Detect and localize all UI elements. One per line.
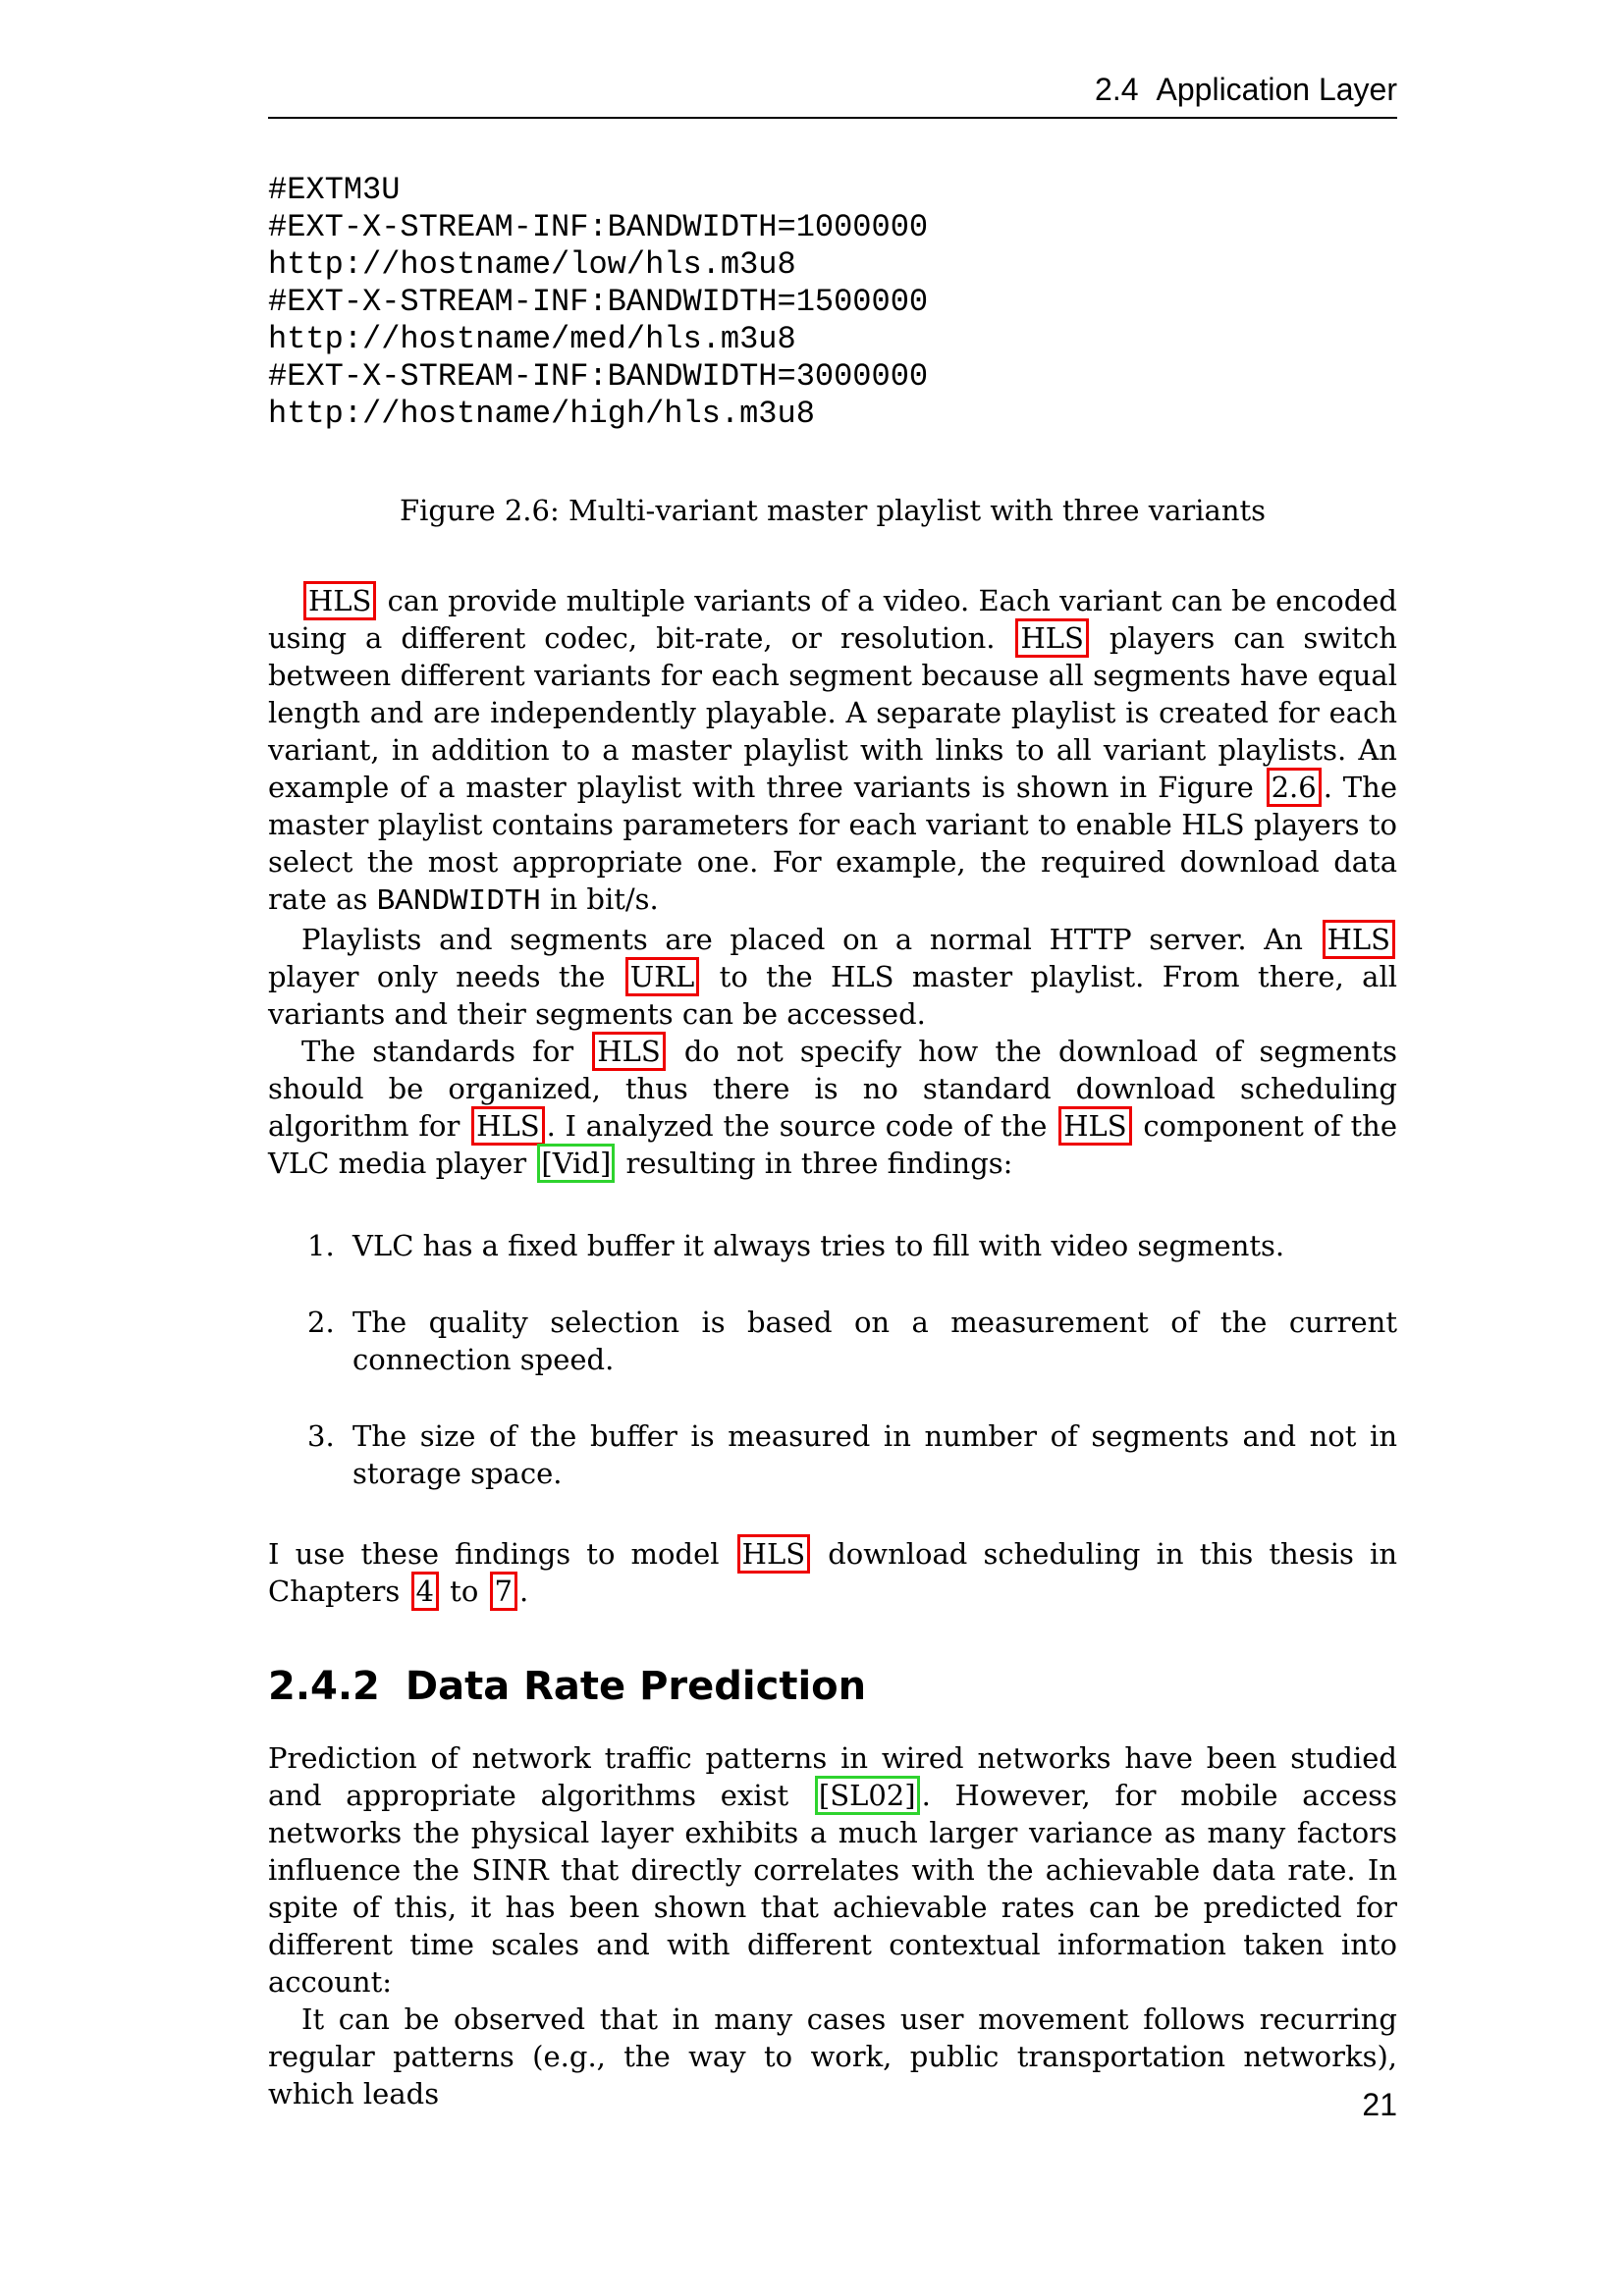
subsection-heading [268,1663,1397,1710]
link-hls[interactable]: HLS [592,1032,665,1071]
list-item-text: The size of the buffer is measured in number of segments and not in storage space. [352,1419,1397,1490]
list-item-number: 2. [307,1306,335,1339]
link-hls[interactable]: HLS [1058,1106,1131,1146]
list-item [268,1227,1397,1264]
page-number: 21 [1362,2087,1397,2122]
findings-list [268,1227,1397,1492]
running-header [268,0,1397,119]
list-item-text: VLC has a fixed buffer it always tries to fill with video segments. [352,1229,1285,1262]
code-bandwidth: BANDWIDTH [376,884,542,919]
code-line: #EXTM3U [268,172,401,208]
figure-caption: Figure 2.6: Multi-variant master playlist with three variants [399,494,1267,527]
list-item-number: 3. [307,1419,335,1453]
link-figure-2-6[interactable]: 2.6 [1267,768,1322,807]
code-line: http://hostname/med/hls.m3u8 [268,321,796,357]
link-chapter-7[interactable]: 7 [490,1572,517,1611]
paragraph-hls-standards: The standards for HLS do not specify how the download of segments should be organized, thus there is no standard download scheduling algorithm for HLS . I analyzed the source code of the HLS component of the VLC media player [Vid] resulting in three findings: [268,1033,1397,1182]
header-section-title: Application Layer [1156,72,1397,107]
page-content [268,0,1397,2112]
body-text [268,582,1397,2112]
paragraph-prediction: Prediction of network traffic patterns in wired networks have been studied and appropriate algorithms exist [SL02] . However, for mobile access networks the physical layer exhibits a much larger variance as many factors influence the SINR that directly correlates with the achievable data rate. In spite of this, it has been shown that achievable rates can be predicted for different time scales and with different contextual information taken into account: [268,1741,1397,1999]
header-section-number: 2.4 [1095,72,1139,107]
code-listing [268,172,1397,433]
cite-vid[interactable]: [Vid] [537,1144,615,1183]
subsection-number: 2.4.2 [268,1664,380,1709]
list-item-text: The quality selection is based on a measurement of the current connection speed. [352,1306,1397,1376]
code-line: #EXT-X-STREAM-INF:BANDWIDTH=1500000 [268,284,929,320]
link-hls[interactable]: HLS [303,581,376,620]
code-line: #EXT-X-STREAM-INF:BANDWIDTH=1000000 [268,209,929,245]
link-chapter-4[interactable]: 4 [411,1572,439,1611]
link-url[interactable]: URL [625,957,700,996]
list-item [268,1304,1397,1378]
link-hls[interactable]: HLS [1015,618,1088,658]
list-item [268,1417,1397,1492]
paragraph-user-movement: It can be observed that in many cases user movement follows recurring regular patterns (e.g., the way to work, public transportation networks), which leads [268,2002,1397,2110]
code-line: http://hostname/low/hls.m3u8 [268,246,796,283]
paragraph-playlists-server: Playlists and segments are placed on a normal HTTP server. An HLS player only needs the URL to the HLS master playlist. From there, all variants and their segments can be accessed. [268,921,1397,1033]
cite-sl02[interactable]: [SL02] [815,1776,920,1815]
paragraph-findings-usage: I use these findings to model HLS download scheduling in this thesis in Chapters 4 to 7 . [268,1535,1397,1610]
subsection-title: Data Rate Prediction [405,1664,867,1709]
link-hls[interactable]: HLS [471,1106,544,1146]
code-line: #EXT-X-STREAM-INF:BANDWIDTH=3000000 [268,358,929,395]
link-hls[interactable]: HLS [1323,920,1395,959]
code-line: http://hostname/high/hls.m3u8 [268,396,815,432]
paragraph-hls-variants: HLS can provide multiple variants of a video. Each variant can be encoded using a different codec, bit-rate, or resolution. HLS players can switch between different variants for each segment because all segments have equal length and are independently playable. A separate playlist is created for each variant, in addition to a master playlist with links to all variant playlists. An example of a master playlist with three variants is shown in Figure 2.6 . The master playlist contains parameters for each variant to enable HLS players to select the most appropriate one. For example, the required download data rate as BANDWIDTH in bit/s. [268,582,1397,921]
list-item-number: 1. [307,1229,335,1262]
link-hls[interactable]: HLS [737,1534,810,1574]
